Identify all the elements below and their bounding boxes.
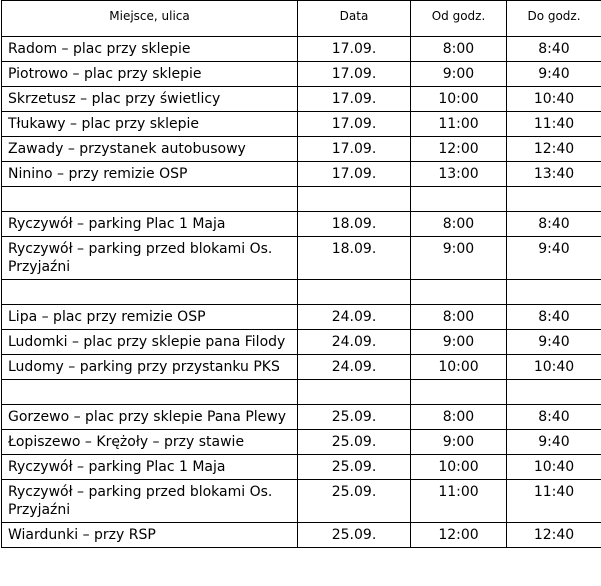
table-row (2, 237, 601, 280)
to-time-cell: 8:40 (507, 305, 601, 330)
date-cell: 25.09. (298, 523, 411, 548)
empty-cell (298, 380, 411, 405)
place-cell: Radom – plac przy sklepie (2, 37, 298, 62)
place-cell: Ludomki – plac przy sklepie pana Filody (2, 330, 298, 355)
empty-cell (2, 187, 298, 212)
spacer-row (2, 280, 601, 305)
place-cell: Piotrowo – plac przy sklepie (2, 62, 298, 87)
date-cell: 18.09. (298, 237, 411, 280)
table-row (2, 305, 601, 330)
empty-cell (298, 187, 411, 212)
from-time-cell: 8:00 (411, 405, 507, 430)
date-cell: 17.09. (298, 162, 411, 187)
to-time-cell: 9:40 (507, 430, 601, 455)
table-row (2, 112, 601, 137)
header-from: Od godz. (411, 1, 507, 37)
date-cell: 24.09. (298, 305, 411, 330)
table-body (2, 37, 601, 548)
to-time-cell: 13:40 (507, 162, 601, 187)
place-cell: Ludomy – parking przy przystanku PKS (2, 355, 298, 380)
from-time-cell: 8:00 (411, 305, 507, 330)
table-row (2, 137, 601, 162)
from-time-cell: 8:00 (411, 212, 507, 237)
header-date: Data (298, 1, 411, 37)
table-row (2, 37, 601, 62)
place-cell: Zawady – przystanek autobusowy (2, 137, 298, 162)
from-time-cell: 12:00 (411, 137, 507, 162)
date-cell: 24.09. (298, 355, 411, 380)
date-cell: 17.09. (298, 112, 411, 137)
from-time-cell: 11:00 (411, 112, 507, 137)
from-time-cell: 13:00 (411, 162, 507, 187)
date-cell: 18.09. (298, 212, 411, 237)
to-time-cell: 11:40 (507, 480, 601, 523)
date-cell: 17.09. (298, 87, 411, 112)
schedule-table (1, 0, 601, 548)
to-time-cell: 8:40 (507, 37, 601, 62)
place-cell: Tłukawy – plac przy sklepie (2, 112, 298, 137)
date-cell: 24.09. (298, 330, 411, 355)
place-cell: Ryczywół – parking Plac 1 Maja (2, 455, 298, 480)
from-time-cell: 10:00 (411, 455, 507, 480)
empty-cell (2, 380, 298, 405)
from-time-cell: 12:00 (411, 523, 507, 548)
date-cell: 25.09. (298, 455, 411, 480)
table-row (2, 62, 601, 87)
to-time-cell: 9:40 (507, 330, 601, 355)
from-time-cell: 10:00 (411, 355, 507, 380)
table-row (2, 355, 601, 380)
to-time-cell: 12:40 (507, 137, 601, 162)
date-cell: 25.09. (298, 405, 411, 430)
to-time-cell: 11:40 (507, 112, 601, 137)
to-time-cell: 8:40 (507, 212, 601, 237)
from-time-cell: 11:00 (411, 480, 507, 523)
place-cell: Skrzetusz – plac przy świetlicy (2, 87, 298, 112)
header-place: Miejsce, ulica (2, 1, 298, 37)
from-time-cell: 8:00 (411, 37, 507, 62)
from-time-cell: 10:00 (411, 87, 507, 112)
date-cell: 25.09. (298, 430, 411, 455)
to-time-cell: 10:40 (507, 87, 601, 112)
spacer-row (2, 187, 601, 212)
empty-cell (507, 187, 601, 212)
empty-cell (411, 380, 507, 405)
empty-cell (411, 187, 507, 212)
table-row (2, 212, 601, 237)
place-cell: Ryczywół – parking Plac 1 Maja (2, 212, 298, 237)
to-time-cell: 10:40 (507, 355, 601, 380)
table-row (2, 480, 601, 523)
place-cell: Lipa – plac przy remizie OSP (2, 305, 298, 330)
from-time-cell: 9:00 (411, 62, 507, 87)
header-row (2, 1, 601, 37)
table-row (2, 405, 601, 430)
table-row (2, 162, 601, 187)
place-cell: Ryczywół – parking przed blokami Os. Przyjaźni (2, 237, 298, 280)
to-time-cell: 8:40 (507, 405, 601, 430)
place-cell: Gorzewo – plac przy sklepie Pana Plewy (2, 405, 298, 430)
empty-cell (2, 280, 298, 305)
empty-cell (507, 280, 601, 305)
from-time-cell: 9:00 (411, 430, 507, 455)
place-cell: Wiardunki – przy RSP (2, 523, 298, 548)
date-cell: 17.09. (298, 62, 411, 87)
place-cell: Łopiszewo – Krężoły – przy stawie (2, 430, 298, 455)
from-time-cell: 9:00 (411, 237, 507, 280)
empty-cell (507, 380, 601, 405)
table-row (2, 523, 601, 548)
table-row (2, 455, 601, 480)
date-cell: 17.09. (298, 137, 411, 162)
empty-cell (411, 280, 507, 305)
to-time-cell: 10:40 (507, 455, 601, 480)
date-cell: 17.09. (298, 37, 411, 62)
spacer-row (2, 380, 601, 405)
from-time-cell: 9:00 (411, 330, 507, 355)
place-cell: Ryczywół – parking przed blokami Os. Przyjaźni (2, 480, 298, 523)
empty-cell (298, 280, 411, 305)
to-time-cell: 9:40 (507, 62, 601, 87)
table-row (2, 430, 601, 455)
place-cell: Ninino – przy remizie OSP (2, 162, 298, 187)
table-row (2, 330, 601, 355)
to-time-cell: 9:40 (507, 237, 601, 280)
header-to: Do godz. (507, 1, 601, 37)
to-time-cell: 12:40 (507, 523, 601, 548)
date-cell: 25.09. (298, 480, 411, 523)
table-row (2, 87, 601, 112)
